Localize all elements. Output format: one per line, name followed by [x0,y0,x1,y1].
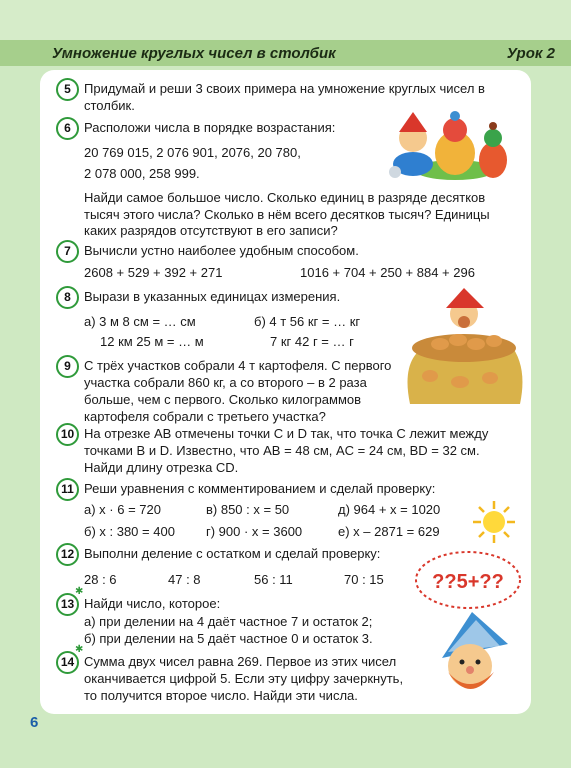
task-8-a2: 12 км 25 м = … м [100,334,204,349]
task-number-10: 10 [56,423,79,446]
task-11-eq-v: в) 850 : x = 50 [206,502,290,517]
task-10-line-1: На отрезке AB отмечены точки C и D так, что точка C лежит между [84,426,489,441]
thinking-gnome-illustration [412,548,528,706]
task-6-numbers-1: 20 769 015, 2 076 901, 2076, 20 780, [84,145,301,160]
task-9-line-2: участка собрали 860 кг, а со второго – в 2 раза [84,375,367,390]
task-number-11: 11 [56,478,79,501]
task-11-eq-g: г) 900 · x = 3600 [206,524,303,539]
potatoes-illustration [400,286,528,406]
top-band [0,0,571,40]
page-number: 6 [30,714,39,731]
task-14-line-1: Сумма двух чисел равна 269. Первое из этих чисел [84,654,397,669]
task-11-eq-d: д) 964 + x = 1020 [338,502,441,517]
task-12-expr-3: 56 : 11 [254,572,293,587]
task-number-13: 13 [56,593,79,616]
task-number-14: 14 [56,651,79,674]
task-9-line-4: картофеля собрали с третьего участка? [84,409,326,424]
task-9-line-3: больше, чем с первого. Сколько килограммов [84,392,362,407]
task-12-text: Выполни деление с остатком и сделай проверку: [84,546,381,561]
page-header [0,40,571,66]
task-11-eq-a: а) x · 6 = 720 [84,502,161,517]
task-7-expression-1: 2608 + 529 + 392 + 271 [84,265,223,280]
task-13-a: а) при делении на 4 даёт частное 7 и остаток 2; [84,614,373,629]
task-13-b: б) при делении на 5 даёт частное 0 и остаток 3. [84,631,373,646]
task-6-text: Расположи числа в порядке возрастания: [84,120,336,135]
task-11-text: Реши уравнения с комментированием и сделай проверку: [84,481,436,496]
star-icon: ✱ [75,644,84,655]
sun-illustration [472,500,516,544]
task-number-9: 9 [56,355,79,378]
task-7-expression-2: 1016 + 704 + 250 + 884 + 296 [300,265,475,280]
task-12-expr-4: 70 : 15 [344,572,384,587]
task-11-eq-e: е) x – 2871 = 629 [338,524,440,539]
task-8-b2: 7 кг 42 г = … г [270,334,354,349]
task-6-question: Найди самое большое число. Сколько единиц в разряде десятков тысяч этого числа? Сколько в нём всего десятков тысяч? Единицы каких разрядов отсутствуют в его записи? [84,190,490,238]
task-8-b: б) 4 т 56 кг = … кг [254,314,361,329]
task-8-a: а) 3 м 8 см = … см [84,314,196,329]
task-7-text: Вычисли устно наиболее удобным способом. [84,243,359,258]
task-10-line-2: точками B и D. Известно, что AB = 48 см, AC = 24 см, BD = 32 см. [84,443,480,458]
task-number-12: 12 [56,543,79,566]
lesson-label: Урок 2 [506,44,555,62]
task-8-text: Вырази в указанных единицах измерения. [84,289,341,304]
task-5-text: Придумай и реши 3 своих примера на умножение круглых чисел в столбик. [84,81,485,113]
task-9-line-1: С трёх участков собрали 4 т картофеля. С первого [84,358,392,373]
task-number-8: 8 [56,286,79,309]
task-number-5: 5 [56,78,79,101]
task-13-text: Найди число, которое: [84,596,221,611]
task-number-6: 6 [56,117,79,140]
toys-illustration [383,108,523,182]
thought-bubble-text: ??5+?? [432,571,504,593]
task-14-line-2: оканчивается цифрой 5. Если эту цифру зачеркнуть, [84,671,404,686]
task-number-7: 7 [56,240,79,263]
task-14-line-3: то получится второе число. Найди эти числа. [84,688,358,703]
task-6-numbers-2: 2 078 000, 258 999. [84,166,200,181]
task-11-eq-b: б) x : 380 = 400 [84,524,175,539]
task-10-line-3: Найди длину отрезка CD. [84,460,239,475]
task-12-expr-2: 47 : 8 [168,572,201,587]
star-icon: ✱ [75,586,84,597]
page-title: Умножение круглых чисел в столбик [52,44,336,62]
task-12-expr-1: 28 : 6 [84,572,117,587]
